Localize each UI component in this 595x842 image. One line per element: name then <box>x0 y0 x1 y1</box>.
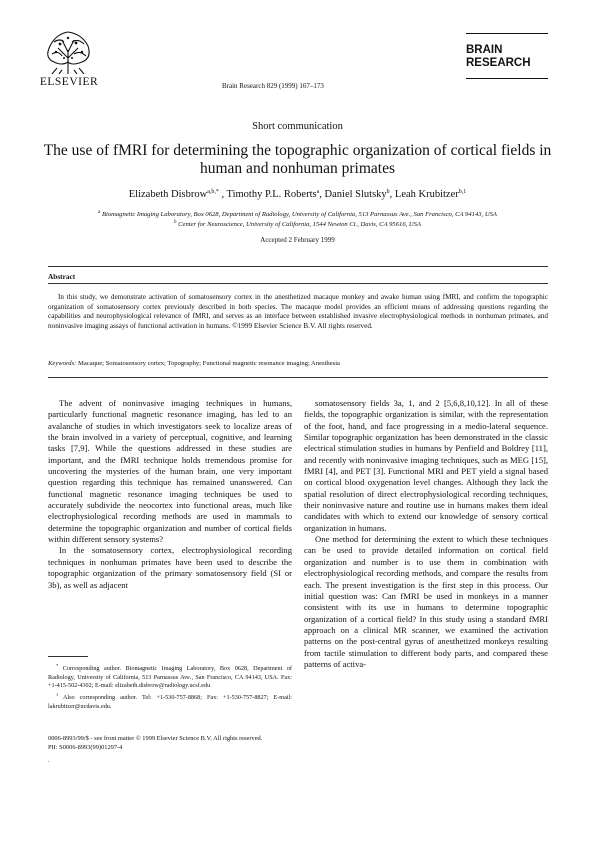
affiliation-text: Biomagnetic Imaging Laboratory, Box 0628, Department of Radiology, University of California, 513 Parnassus Ave., San Francisco, CA 94143, USA <box>101 211 497 218</box>
abstract-heading: Abstract <box>48 272 76 281</box>
body-paragraph: One method for determining the extent to which these techniques can be used to provide detailed information on cortical field organization and number is to use them in combination with electrophysiological recording methods, and compare the results from each. The present investigation is the first step in this process. Our initial question was: Can fMRI be used in monkeys in a manner consistent with its use in humans to determine topographic organization of a cortical field? In this study using a standard fMRI approach on a clinical MR scanner, we examined the activation patterns on the post-central gyrus of anesthetized monkeys resulting from tactile stimulation to different body parts, and compared these patterns of activa- <box>304 534 548 669</box>
elsevier-tree-icon <box>42 28 94 74</box>
footnote <box>48 691 292 711</box>
article-title: The use of fMRI for determining the topographic organization of cortical fields in human and nonhuman primates <box>43 142 552 177</box>
journal-name <box>466 44 556 69</box>
affiliation <box>0 220 595 228</box>
pii-line: PII: S0006-8993(99)01297-4 <box>48 744 123 752</box>
body-paragraph: The advent of noninvasive imaging techniques in humans, particularly functional magnetic resonance imaging, has led to an avalanche of studies in which investigators seek to localize areas of the brain involved in a variety of perceptual, cognitive, and learning tasks [7,9]. While the questions addressed in these studies are important, and the fMRI technique holds tremendous promise for uncovering the mysteries of the human brain, one very important question regarding this technique has remained unanswered. Can functional magnetic resonance imaging techniques be used to accurately subdivide the neocortex into functional areas, much like electrophysiological recording methods are used in mammals to determine the topographic organization and number of cortical fields within different sensory systems? <box>48 398 292 545</box>
author-name: Leah Krubitzer <box>394 189 459 200</box>
footnote-text: Also corresponding author. Tel: +1-530-757-8868; Fax: +1-530-757-8827; E-mail: lakrubitzer@ucdavis.edu. <box>48 694 292 710</box>
footnote-rule <box>48 656 88 657</box>
author-name: Daniel Slutsky <box>324 189 387 200</box>
affiliation-text: Center for Neuroscience, University of California, 1544 Newton Ct., Davis, CA 95616, USA <box>178 221 421 228</box>
author-separator: , <box>218 189 227 200</box>
footnote-text: Corresponding author. Biomagnetic Imaging Laboratory, Box 0628, Department of Radiology, University of California, 513 Parnassus Ave., San Francisco, CA 94143, USA. Fax: +1-415-502-4302; E-mail: elizabeth.disbrow@radiology.ucsf.edu <box>48 665 292 690</box>
elsevier-logo <box>34 28 104 94</box>
author-affiliation-mark: a,b,* <box>207 189 219 195</box>
footnote-mark: * <box>56 663 59 668</box>
body-column-right <box>304 398 548 670</box>
accepted-date: Accepted 2 February 1999 <box>260 236 335 244</box>
author-affiliation-mark: b,1 <box>458 189 467 195</box>
body-paragraph: In the somatosensory cortex, electrophysiological recording techniques in nonhuman primates have been used to describe the topographic organization of the primary somatosensory field (SI or 3b), as well as adjacent <box>48 545 292 590</box>
article-type: Short communication <box>252 121 343 132</box>
publisher-name: ELSEVIER <box>39 76 99 88</box>
journal-name-line1: BRAIN <box>466 44 503 56</box>
journal-rule-bottom <box>466 78 548 79</box>
author-separator: , <box>319 189 325 200</box>
author-separator: , <box>389 189 395 200</box>
publication-info <box>48 734 262 752</box>
rule-above-abstract <box>48 266 548 267</box>
journal-citation: Brain Research 829 (1999) 167–173 <box>222 82 324 90</box>
keywords-list: Macaque; Somatosensory cortex; Topography; Functional magnetic resonance imaging; Anesthesia <box>77 360 340 367</box>
keywords-label: Keywords: <box>48 360 77 367</box>
rule-below-abstract-heading <box>48 283 548 284</box>
body-column-left <box>48 398 292 591</box>
affiliation-mark: a <box>98 210 101 215</box>
author-name: Timothy P.L. Roberts <box>226 189 317 200</box>
journal-name-line2: RESEARCH <box>466 56 531 69</box>
footnote-mark: 1 <box>56 692 59 698</box>
body-paragraph: somatosensory fields 3a, 1, and 2 [5,6,8,10,12]. In all of these fields, the topographic organization is similar, with the representation of the foot, hand, and face progressing in a medio-lateral sequence. Similar topographic organization has been demonstrated in the classic electrical stimulation studies in humans by Penfield and Boldrey [11], and recently with noninvasive imaging techniques, such as MEG [15], fMRI [4], and PET [3]. Functional MRI and PET yield a signal based on cortical blood oxygenation level changes. Although they lack the spatial resolution of direct electrophysiological recording techniques, their noninvasive nature and routine use in humans makes them ideal candidates with which to extend our knowledge of sensory cortical organization in humans. <box>304 398 548 533</box>
copyright-line: 0006-8993/99/$ - see front matter © 1999 Elsevier Science B.V. All rights reserved. <box>48 735 263 742</box>
journal-rule-top <box>466 33 548 34</box>
author-list <box>0 189 595 200</box>
author-affiliation-mark: b <box>386 189 390 195</box>
author-affiliation-mark: a <box>316 189 320 195</box>
affiliation <box>0 210 595 218</box>
abstract-body: In this study, we demonstrate activation of somatosensory cortex in the anesthetized macaque monkey and awake human using fMRI, and confirm the topographic organization of somatosensory cortex previously described in both species. The macaque model provides an efficient means of addressing questions regarding the capabilities and neurophysiological relevance of fMRI, and serves as an interface between established invasive electrophysiological methods in nonhuman primates, and noninvasive imaging assays of functional activation in humans. ©1999 Elsevier Science B.V. All rights reserved. <box>48 293 548 330</box>
rule-below-keywords <box>48 377 548 378</box>
author-name: Elizabeth Disbrow <box>128 189 208 200</box>
margin-mark: . <box>48 758 50 764</box>
affiliation-mark: b <box>173 220 177 225</box>
keywords <box>48 360 548 367</box>
footnotes <box>48 662 292 712</box>
footnote <box>48 662 292 691</box>
